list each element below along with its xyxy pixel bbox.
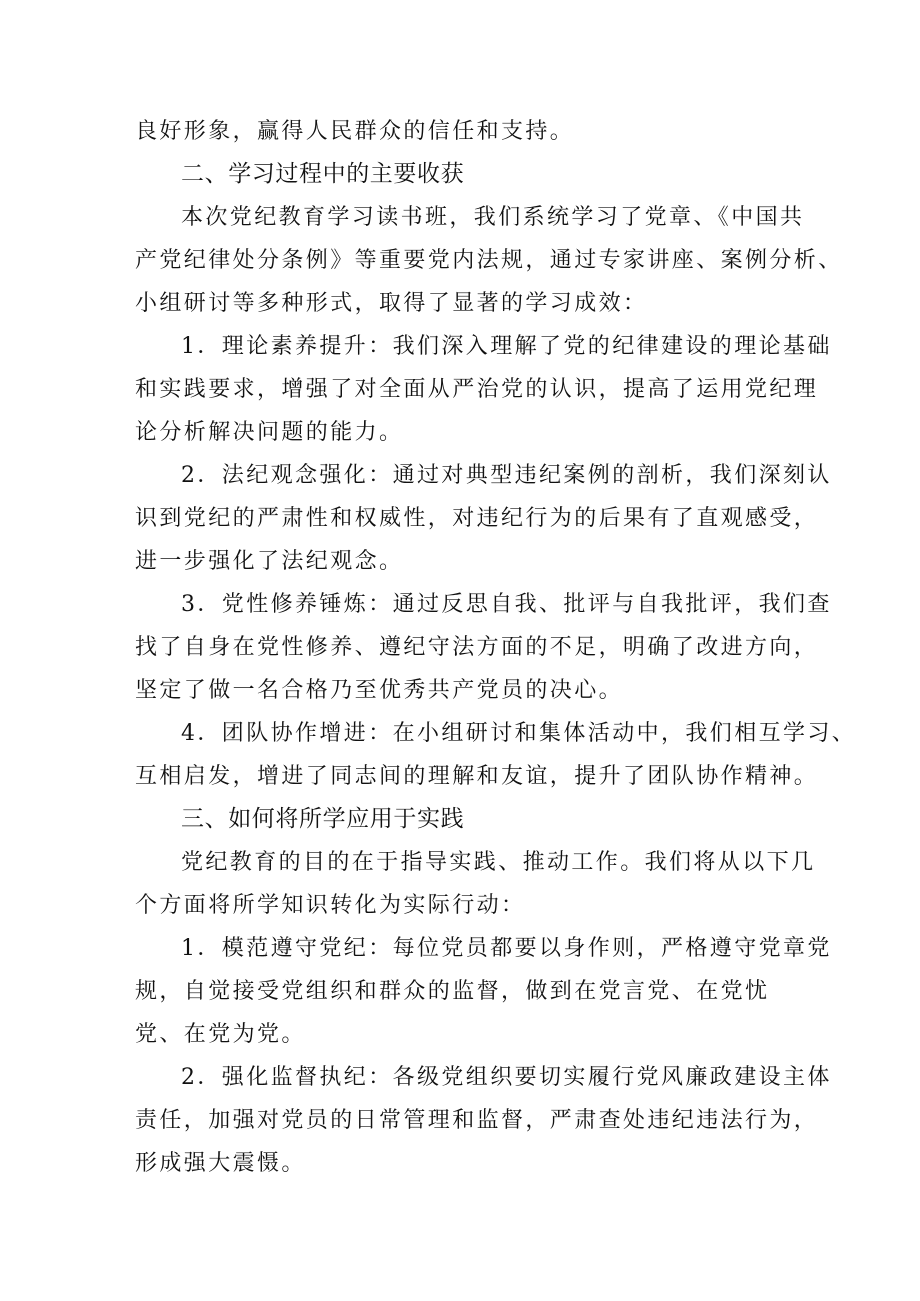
- list-item-line: 坚定了做一名合格乃至优秀共产党员的决心。: [135, 678, 624, 703]
- section-heading-3: 三、如何将所学应用于实践: [181, 806, 465, 832]
- list-item-line: 2．法纪观念强化：通过对典型违纪案例的剖析，我们深刻认: [181, 463, 832, 488]
- paragraph-line: 党纪教育的目的在于指导实践、推动工作。我们将从以下几: [181, 850, 816, 875]
- paragraph-line: 小组研讨等多种形式，取得了显著的学习成效：: [135, 291, 648, 316]
- list-item-line: 进一步强化了法纪观念。: [135, 549, 404, 574]
- paragraph-line: 本次党纪教育学习读书班，我们系统学习了党章、《中国共: [181, 205, 805, 230]
- list-item-line: 1．模范遵守党纪：每位党员都要以身作则，严格遵守党章党: [181, 936, 832, 961]
- list-item-line: 党、在党为党。: [135, 1022, 306, 1047]
- list-item-line: 互相启发，增进了同志间的理解和友谊，提升了团队协作精神。: [135, 764, 819, 789]
- list-item-line: 3．党性修养锤炼：通过反思自我、批评与自我批评，我们查: [181, 592, 832, 617]
- list-item-line: 2．强化监督执纪：各级党组织要切实履行党风廉政建设主体: [181, 1065, 832, 1090]
- list-item-line: 论分析解决问题的能力。: [135, 420, 404, 445]
- list-item-line: 责任，加强对党员的日常管理和监督，严肃查处违纪违法行为，: [135, 1108, 819, 1133]
- list-item-line: 形成强大震慑。: [135, 1151, 306, 1176]
- list-item-line: 4．团队协作增进：在小组研讨和集体活动中，我们相互学习、: [181, 721, 857, 746]
- list-item-line: 识到党纪的严肃性和权威性，对违纪行为的后果有了直观感受，: [135, 506, 819, 531]
- paragraph-line: 产党纪律处分条例》等重要党内法规，通过专家讲座、案例分析、: [135, 248, 843, 273]
- list-item-line: 找了自身在党性修养、遵纪守法方面的不足，明确了改进方向，: [135, 635, 819, 660]
- list-item-line: 规，自觉接受党组织和群众的监督，做到在党言党、在党忧: [135, 979, 770, 1004]
- paragraph-line: 良好形象，赢得人民群众的信任和支持。: [135, 119, 575, 144]
- document-body: [135, 110, 857, 1185]
- section-heading-2: 二、学习过程中的主要收获: [181, 161, 465, 187]
- list-item-line: 和实践要求，增强了对全面从严治党的认识，提高了运用党纪理: [135, 377, 819, 402]
- list-item-line: 1．理论素养提升：我们深入理解了党的纪律建设的理论基础: [181, 334, 832, 359]
- paragraph-line: 个方面将所学知识转化为实际行动：: [135, 893, 526, 918]
